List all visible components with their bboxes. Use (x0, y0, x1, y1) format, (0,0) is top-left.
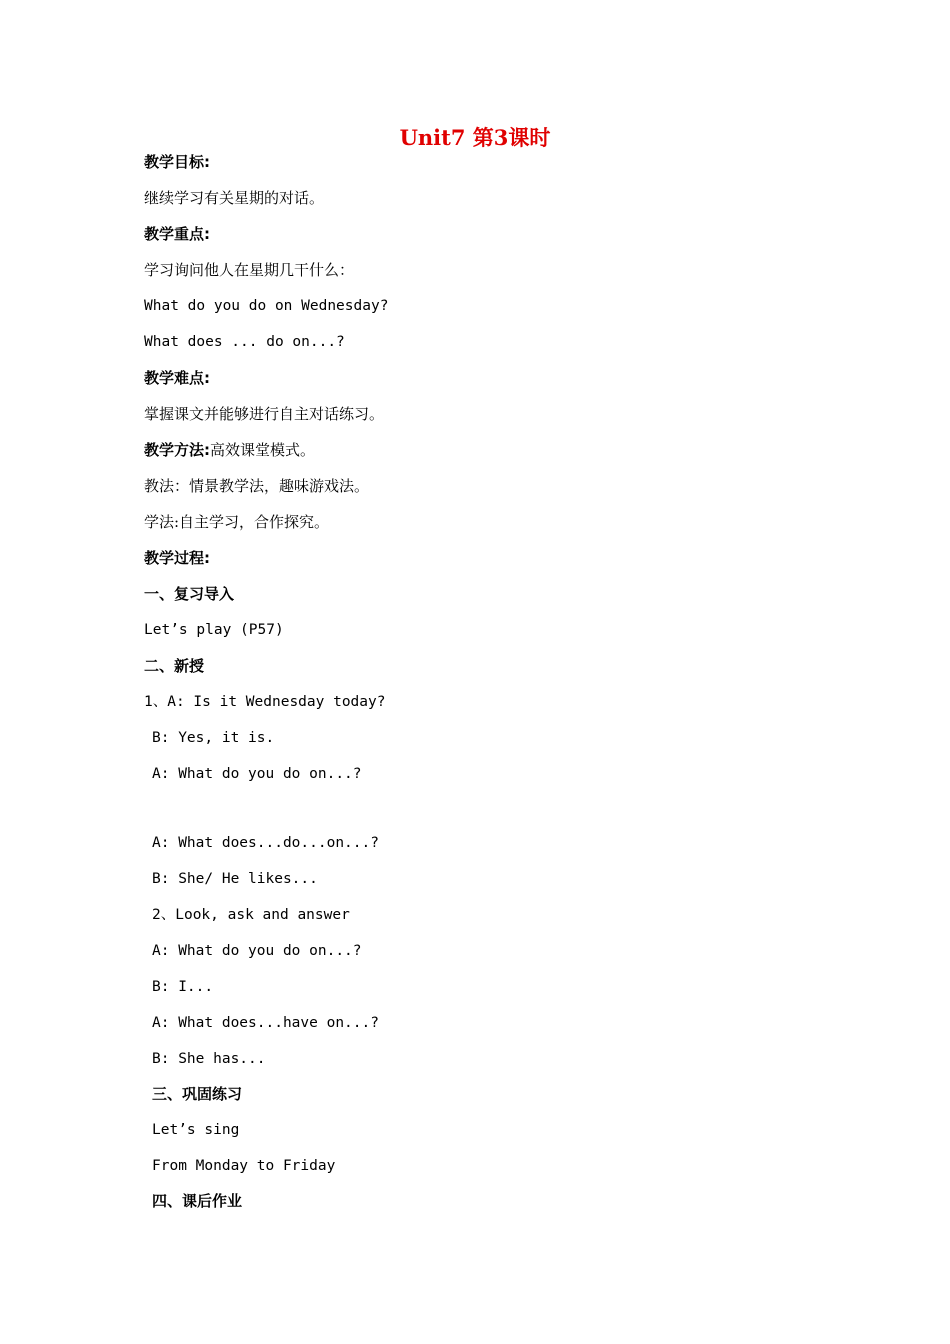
teaching-method: 教法：情景教学法，趣味游戏法。 (144, 477, 370, 495)
focus-text: 学习询问他人在星期几干什么： (144, 261, 355, 279)
method-text: 高效课堂模式。 (210, 441, 316, 459)
dialogue-line-9: A: What does...have on...? (152, 1015, 379, 1031)
focus-heading: 教学重点: (144, 225, 210, 243)
section-1-text: Let’s play (P57) (144, 622, 284, 638)
focus-question-2: What does ... do on...? (144, 334, 345, 350)
difficulty-heading: 教学难点: (144, 369, 210, 387)
dialogue-line-4: A: What does...do...on...? (152, 835, 379, 851)
focus-question-1: What do you do on Wednesday? (144, 298, 389, 314)
dialogue-line-1: 1、A: Is it Wednesday today? (144, 694, 386, 710)
difficulty-text: 掌握课文并能够进行自主对话练习。 (144, 405, 385, 423)
section-3-heading: 三、巩固练习 (152, 1085, 243, 1103)
method-heading: 教学方法: (144, 441, 210, 459)
process-heading: 教学过程: (144, 549, 210, 567)
dialogue-line-5: B: She/ He likes... (152, 871, 318, 887)
dialogue-line-7: A: What do you do on...? (152, 943, 362, 959)
learning-method: 学法:自主学习，合作探究。 (144, 513, 330, 531)
section-3-text-1: Let’s sing (152, 1122, 240, 1138)
dialogue-line-8: B: I... (152, 979, 214, 995)
dialogue-line-3: A: What do you do on...? (152, 766, 362, 782)
goal-text: 继续学习有关星期的对话。 (144, 189, 325, 207)
dialogue-line-10: B: She has... (152, 1051, 266, 1067)
section-4-heading: 四、课后作业 (152, 1192, 243, 1210)
dialogue-line-6: 2、Look, ask and answer (152, 907, 350, 923)
dialogue-line-2: B: Yes, it is. (152, 730, 275, 746)
section-1-heading: 一、复习导入 (144, 585, 235, 603)
section-3-text-2: From Monday to Friday (152, 1158, 336, 1174)
goal-heading: 教学目标: (144, 153, 210, 171)
document-title: Unit7 第3课时 (399, 125, 551, 150)
method-line (144, 439, 315, 461)
section-2-heading: 二、新授 (144, 657, 205, 675)
